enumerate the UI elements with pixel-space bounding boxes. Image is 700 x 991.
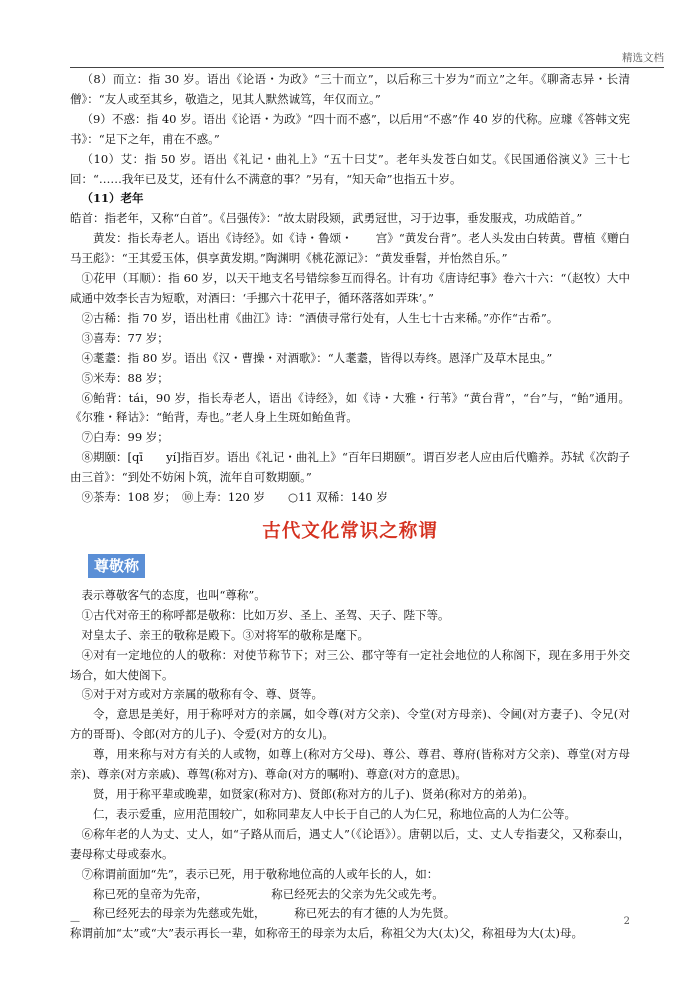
paragraph: 对皇太子、亲王的敬称是殿下。③对将军的敬称是麾下。 bbox=[81, 627, 369, 642]
paragraph: 贤，用于称平辈或晚辈，如贤家(称对方)、贤郎(称对方的儿子)、贤弟(称对方的弟弟)。 bbox=[93, 787, 534, 801]
paragraph: 令，意思是美好，用于称呼对方的亲属，如令尊(对方父亲)、令堂(对方母亲)、令阃(对方妻子)、令兄(对方的哥哥)、令郎(对方的儿子)、令爱(对方的女儿)。 bbox=[70, 707, 630, 742]
document-body bbox=[70, 70, 630, 944]
header-rule bbox=[70, 67, 664, 68]
paragraph: ④对有一定地位的人的敬称：对使节称节下；对三公、郡守等有一定社会地位的人称阁下，现在多用于外交场合，如大使阁下。 bbox=[70, 647, 630, 682]
paragraph: ⑥鲐背：tái，90 岁，指长寿老人，语出《诗经》，如《诗・大雅・行苇》“黄台背”，“台”与，“鲐”通用。《尔雅・释诂》：“鲐背，寿也。”老人身上生斑如鲐鱼背。 bbox=[70, 390, 630, 425]
paragraph: 仁，表示爱重，应用范围较广，如称同辈友人中长于自己的人为仁兄，称地位高的人为仁公等。 bbox=[93, 806, 576, 821]
paragraph: ⑤对于对方或对方亲属的敬称有令、尊、贤等。 bbox=[81, 687, 323, 702]
paragraph: ⑥称年老的人为丈、丈人，如“子路从而后，遇丈人”（《论语》）。唐朝以后，丈、丈人专指妻父，又称泰山，妻母称丈母或泰水。 bbox=[70, 826, 630, 861]
badge-row bbox=[70, 552, 630, 586]
paragraph: 称已经死去的母亲为先慈或先妣， 称已死去的有才德的人为先贤。 bbox=[93, 906, 456, 921]
paragraph: 黄发：指长寿老人。语出《诗经》。如《诗・鲁颂・ 宫》“黄发台背”。老人头发由白转黄。曹植《赠白马王彪》：“王其爱玉体，俱享黄发期。”陶渊明《桃花源记》：“黄发垂髫，并怡然自乐。” bbox=[70, 231, 630, 266]
paragraph: ⑧期颐：[qī yí]指百岁。语出《礼记・曲礼上》“百年曰期颐”。谓百岁老人应由后代赡养。苏轼《次韵子由三首》：“到处不妨闲卜筑，流年自可数期颐。” bbox=[70, 450, 630, 485]
paragraph: ⑤米寿：88 岁； bbox=[81, 370, 169, 385]
paragraph: 表示尊敬客气的态度，也叫“尊称”。 bbox=[81, 587, 266, 602]
paragraph: 皓首：指老年，又称“白首”。《吕强传》：“故太尉段颎，武勇冠世，习于边事，垂发服戎，功成皓首。” bbox=[70, 211, 583, 226]
age-terms-section bbox=[70, 70, 630, 508]
paragraph: 称已死的皇帝为先帝， 称已经死去的父亲为先父或先考。 bbox=[93, 886, 444, 901]
page-footer bbox=[70, 916, 630, 932]
section-title: 古代文化常识之称谓 bbox=[262, 520, 438, 542]
page-header bbox=[0, 50, 700, 68]
paragraph: ⑦白寿：99 岁； bbox=[81, 430, 169, 445]
paragraph: ②古稀：指 70 岁，语出杜甫《曲江》诗：“酒债寻常行处有，人生七十古来稀。”亦作“古希”。 bbox=[81, 310, 559, 325]
paragraph: （9）不惑：指 40 岁。语出《论语・为政》“四十而不惑”，以后用“不惑”作 40 岁的代称。应璩《答韩文宪书》：“足下之年，甫在不惑。” bbox=[70, 111, 630, 146]
paragraph: （10）艾：指 50 岁。语出《礼记・曲礼上》“五十曰艾”。老年头发苍白如艾。《民国通俗演义》三十七回：“……我年已及艾，还有什么不满意的事？”另有，“知天命”也指五十岁。 bbox=[70, 151, 630, 186]
honorific-section bbox=[70, 586, 630, 944]
paragraph: ①古代对帝王的称呼都是敬称：比如万岁、圣上、圣驾、天子、陛下等。 bbox=[81, 607, 450, 622]
paragraph: ⑦称谓前面加“先”，表示已死，用于敬称地位高的人或年长的人，如： bbox=[81, 866, 439, 881]
paragraph: （11）老年 bbox=[81, 191, 144, 206]
section-badge: 尊敬称 bbox=[88, 554, 145, 578]
paragraph: ⑨茶寿：108 岁； ⑩上寿：120 岁 ○11 双稀：140 岁 bbox=[81, 490, 388, 505]
paragraph: ①花甲（耳顺）：指 60 岁，以天干地支名号错综参互而得名。计有功《唐诗纪事》卷六十六：“（赵牧）大中咸通中效李长吉为短歌，对酒曰：‘手挪六十花甲子，循环落落如弄珠’。” bbox=[70, 271, 630, 305]
footer-dash: — bbox=[70, 916, 80, 927]
paragraph: 尊，用来称与对方有关的人或物，如尊上(称对方父母)、尊公、尊君、尊府(皆称对方父亲)、尊堂(对方母亲)、尊亲(对方亲戚)、尊驾(称对方)、尊命(对方的嘱咐)、尊意(对方的意思)。 bbox=[70, 747, 630, 782]
paragraph: （8）而立：指 30 岁。语出《论语・为政》“三十而立”，以后称三十岁为“而立”之年。《聊斋志异・长清僧》：“友人或至其乡，敬造之，见其人默然诚笃，年仅而立。” bbox=[70, 72, 630, 106]
paragraph: ③喜寿：77 岁； bbox=[81, 330, 169, 345]
page-number: 2 bbox=[623, 916, 630, 927]
paragraph: 称谓前加“太”或“大”表示再长一辈，如称帝王的母亲为太后，称祖父为大(太)父，称祖母为大(太)母。 bbox=[70, 926, 583, 941]
header-tag: 精选文档 bbox=[622, 52, 664, 64]
paragraph: ④耄耋：指 80 岁。语出《汉・曹操・对酒歌》：“人耄耋，皆得以寿终。恩泽广及草木昆虫。” bbox=[81, 350, 553, 365]
